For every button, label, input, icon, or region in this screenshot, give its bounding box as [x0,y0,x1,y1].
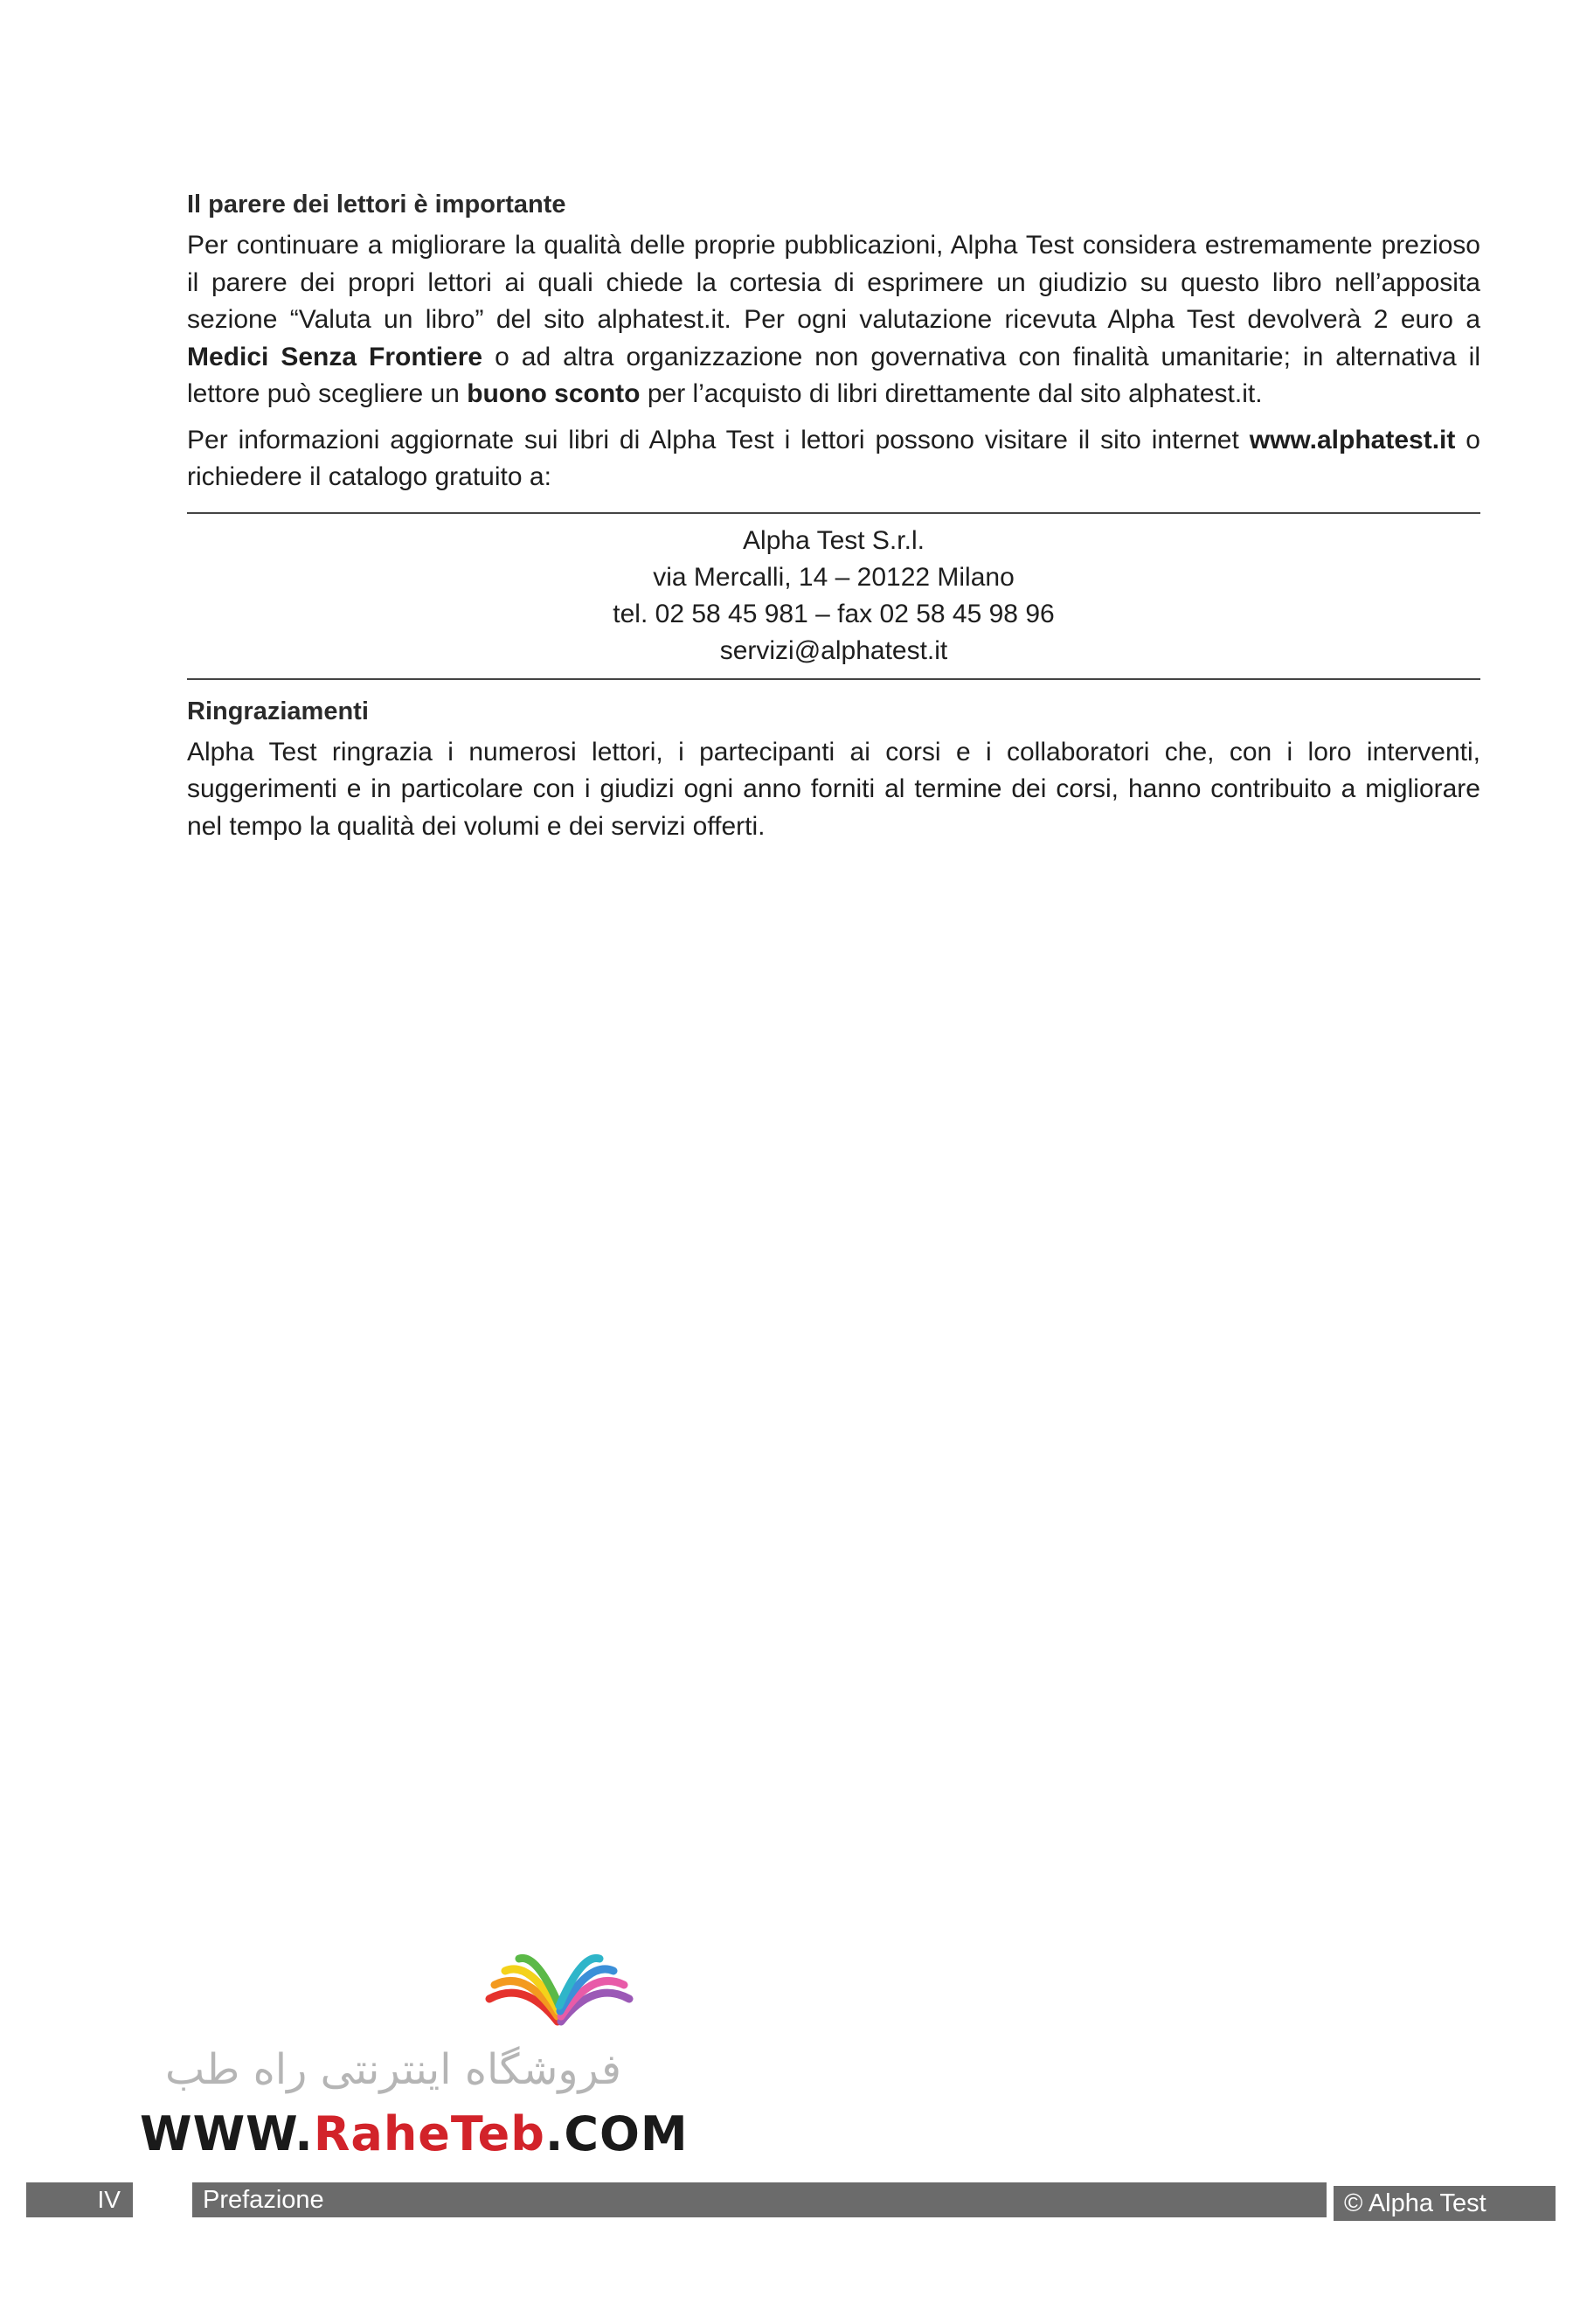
page-content [187,187,1480,845]
watermark-url: WWW.RaheTeb.COM [140,2106,689,2161]
address-company: Alpha Test S.r.l. [743,525,925,555]
address-phone: tel. 02 58 45 981 – fax 02 58 45 98 96 [613,599,1055,628]
footer-section-title: Prefazione [192,2182,1327,2217]
section-heading-reader-opinion: Il parere dei lettori è importante [187,191,566,219]
catalog-info-paragraph: Per informazioni aggiornate sui libri di Alpha Test i lettori possono visitare il sito internet www.alphatest.it o richiedere il catalogo gratuito a: [187,425,1480,491]
watermark [131,1945,689,2181]
page-number: IV [26,2182,133,2217]
book-rainbow-logo-icon [472,1945,647,2041]
address-block [187,514,1480,678]
address-street: via Mercalli, 14 – 20122 Milano [653,562,1015,592]
section-heading-acknowledgements: Ringraziamenti [187,697,369,725]
address-email: servizi@alphatest.it [719,635,948,665]
watermark-persian-text: فروشگاه اینترنتی راه طب [165,2045,621,2094]
divider-bottom [187,678,1480,680]
page-footer [26,2182,1556,2217]
reader-opinion-paragraph: Per continuare a migliorare la qualità delle proprie pubblicazioni, Alpha Test considera estremamente prezioso il parere dei propri lettori ai quali chiede la cortesia di esprimere un giudizio su questo libro nell’apposita sezione “Valuta un libro” del sito alphatest.it. Per ogni valutazione ricevuta Alpha Test devolverà 2 euro a Medici Senza Frontiere o ad altra organizzazione non governativa con finalità umanitarie; in alternativa il lettore può scegliere un buono sconto per l’acquisto di libri direttamente dal sito alphatest.it. [187,231,1480,408]
acknowledgements-paragraph: Alpha Test ringrazia i numerosi lettori, i partecipanti ai corsi e i collaboratori che, con i loro interventi, suggerimenti e in particolare con i giudizi ogni anno forniti al termine dei corsi, hanno contribuito a migliorare nel tempo la qualità dei volumi e dei servizi offerti. [187,737,1480,841]
footer-copyright: © Alpha Test [1334,2186,1556,2221]
